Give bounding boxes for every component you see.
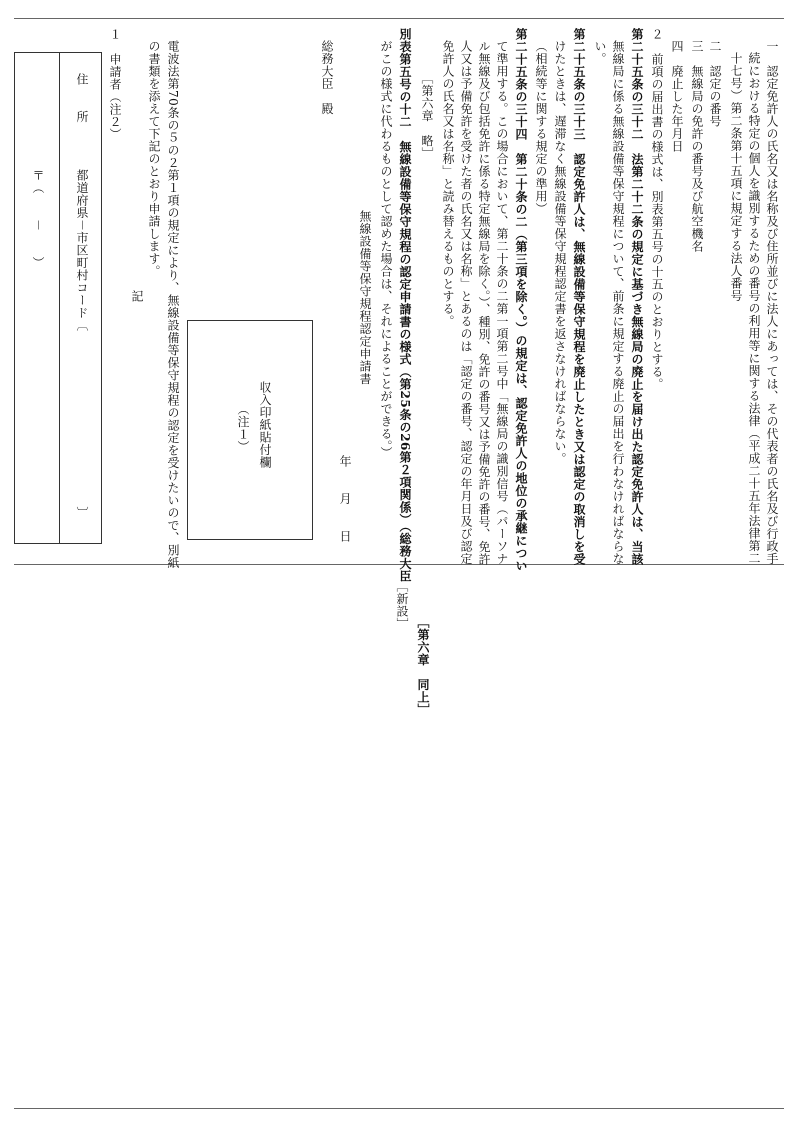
new-note: ［新設］ — [395, 580, 409, 630]
article-heading: 第二十五条の三十二 法第二十二条の規定に基づき無線局の廃止を届け出た認定免許人は、当該 — [630, 28, 644, 566]
text-line: 人又は予備免許を受けた者の氏名又は名称」とあるのは「認定の番号、認定の年月日及び認定 — [459, 40, 473, 565]
address-code: 都道府県－市区町村コード〔 〕 — [75, 169, 89, 520]
text-line: ル無線及び包括免許に係る特定無線局を除く。）、種別、免許の番号又は予備免許の番号、免許 — [477, 40, 491, 566]
form-date: 年 月 日 — [338, 455, 352, 543]
text-line: 一 認定免許人の氏名又は名称及び住所並びに法人にあっては、その代表者の氏名及び行政手 — [765, 40, 779, 565]
annex-heading: 別表第五号の十二 無線設備等保守規程の認定申請書の様式（第25条の26第２項関係）（総務大臣 — [398, 28, 412, 583]
stamp-note: （注１） — [236, 403, 250, 453]
table-divider — [59, 53, 60, 543]
text-line: て準用する。この場合において、第二十条の二第一項第二号中「無線局の識別信号（パーソナ — [495, 40, 509, 565]
text-line: 三 無線局の免許の番号及び航空機名 — [690, 40, 704, 253]
postal-code: 〒（ － ） — [31, 169, 45, 270]
chapter-note: ［第六章 略］ — [420, 72, 434, 160]
text-line: 続における特定の個人を識別するための番号の利用等に関する法律（平成二十五年法律第二 — [747, 52, 761, 565]
text-line: い。 — [593, 40, 607, 65]
form-body: の書類を添えて下記のとおり申請します。 — [147, 40, 161, 278]
text-line: 四 廃止した年月日 — [670, 40, 684, 153]
chapter-note: ［第六章 同上］ — [416, 616, 430, 716]
article-heading: 第二十五条の三十三 認定免許人は、無線設備等保守規程を廃止したとき又は認定の取消しを受 — [572, 28, 586, 566]
text-line: けたときは、遅滞なく無線設備等保守規程認定書を返さなければならない。 — [553, 40, 567, 465]
bottom-rule — [14, 1108, 784, 1109]
text-line: （相続等に関する規定の準用） — [534, 40, 548, 215]
article-heading: 第二十五条の三十四 第二十条の二（第三項を除く。）の規定は、認定免許人の地位の承継につい — [514, 28, 528, 572]
stamp-label: 収入印紙貼付欄 — [258, 381, 272, 469]
applicant-heading: １ 申請者（注２） — [108, 28, 122, 141]
form-addressee: 総務大臣 殿 — [320, 40, 334, 115]
top-rule — [14, 18, 784, 19]
form-title: 無線設備等保守規程認定申請書 — [358, 210, 372, 385]
text-line: 十七号）第二条第十五項に規定する法人番号 — [729, 52, 743, 302]
address-label: 住 所 — [75, 73, 89, 123]
text-line: 無線局に係る無線設備等保守規程について、前条に規定する廃止の届出を行わなければならな — [611, 40, 625, 565]
text-line: 免許人の氏名又は名称」と読み替えるものとする。 — [441, 40, 455, 328]
ki-mark: 記 — [130, 290, 144, 303]
text-line: がこの様式に代わるものとして認めた場合は、それによることができる。） — [379, 40, 393, 459]
revenue-stamp-box — [187, 320, 313, 540]
text-line: ２ 前項の届出書の様式は、別表第五号の十五のとおりとする。 — [650, 28, 664, 391]
form-body: 電波法第70条の５の２第１項の規定により、無線設備等保守規程の認定を受けたいので、別紙 — [166, 40, 180, 569]
address-table — [14, 52, 102, 544]
text-line: 二 認定の番号 — [708, 40, 722, 128]
